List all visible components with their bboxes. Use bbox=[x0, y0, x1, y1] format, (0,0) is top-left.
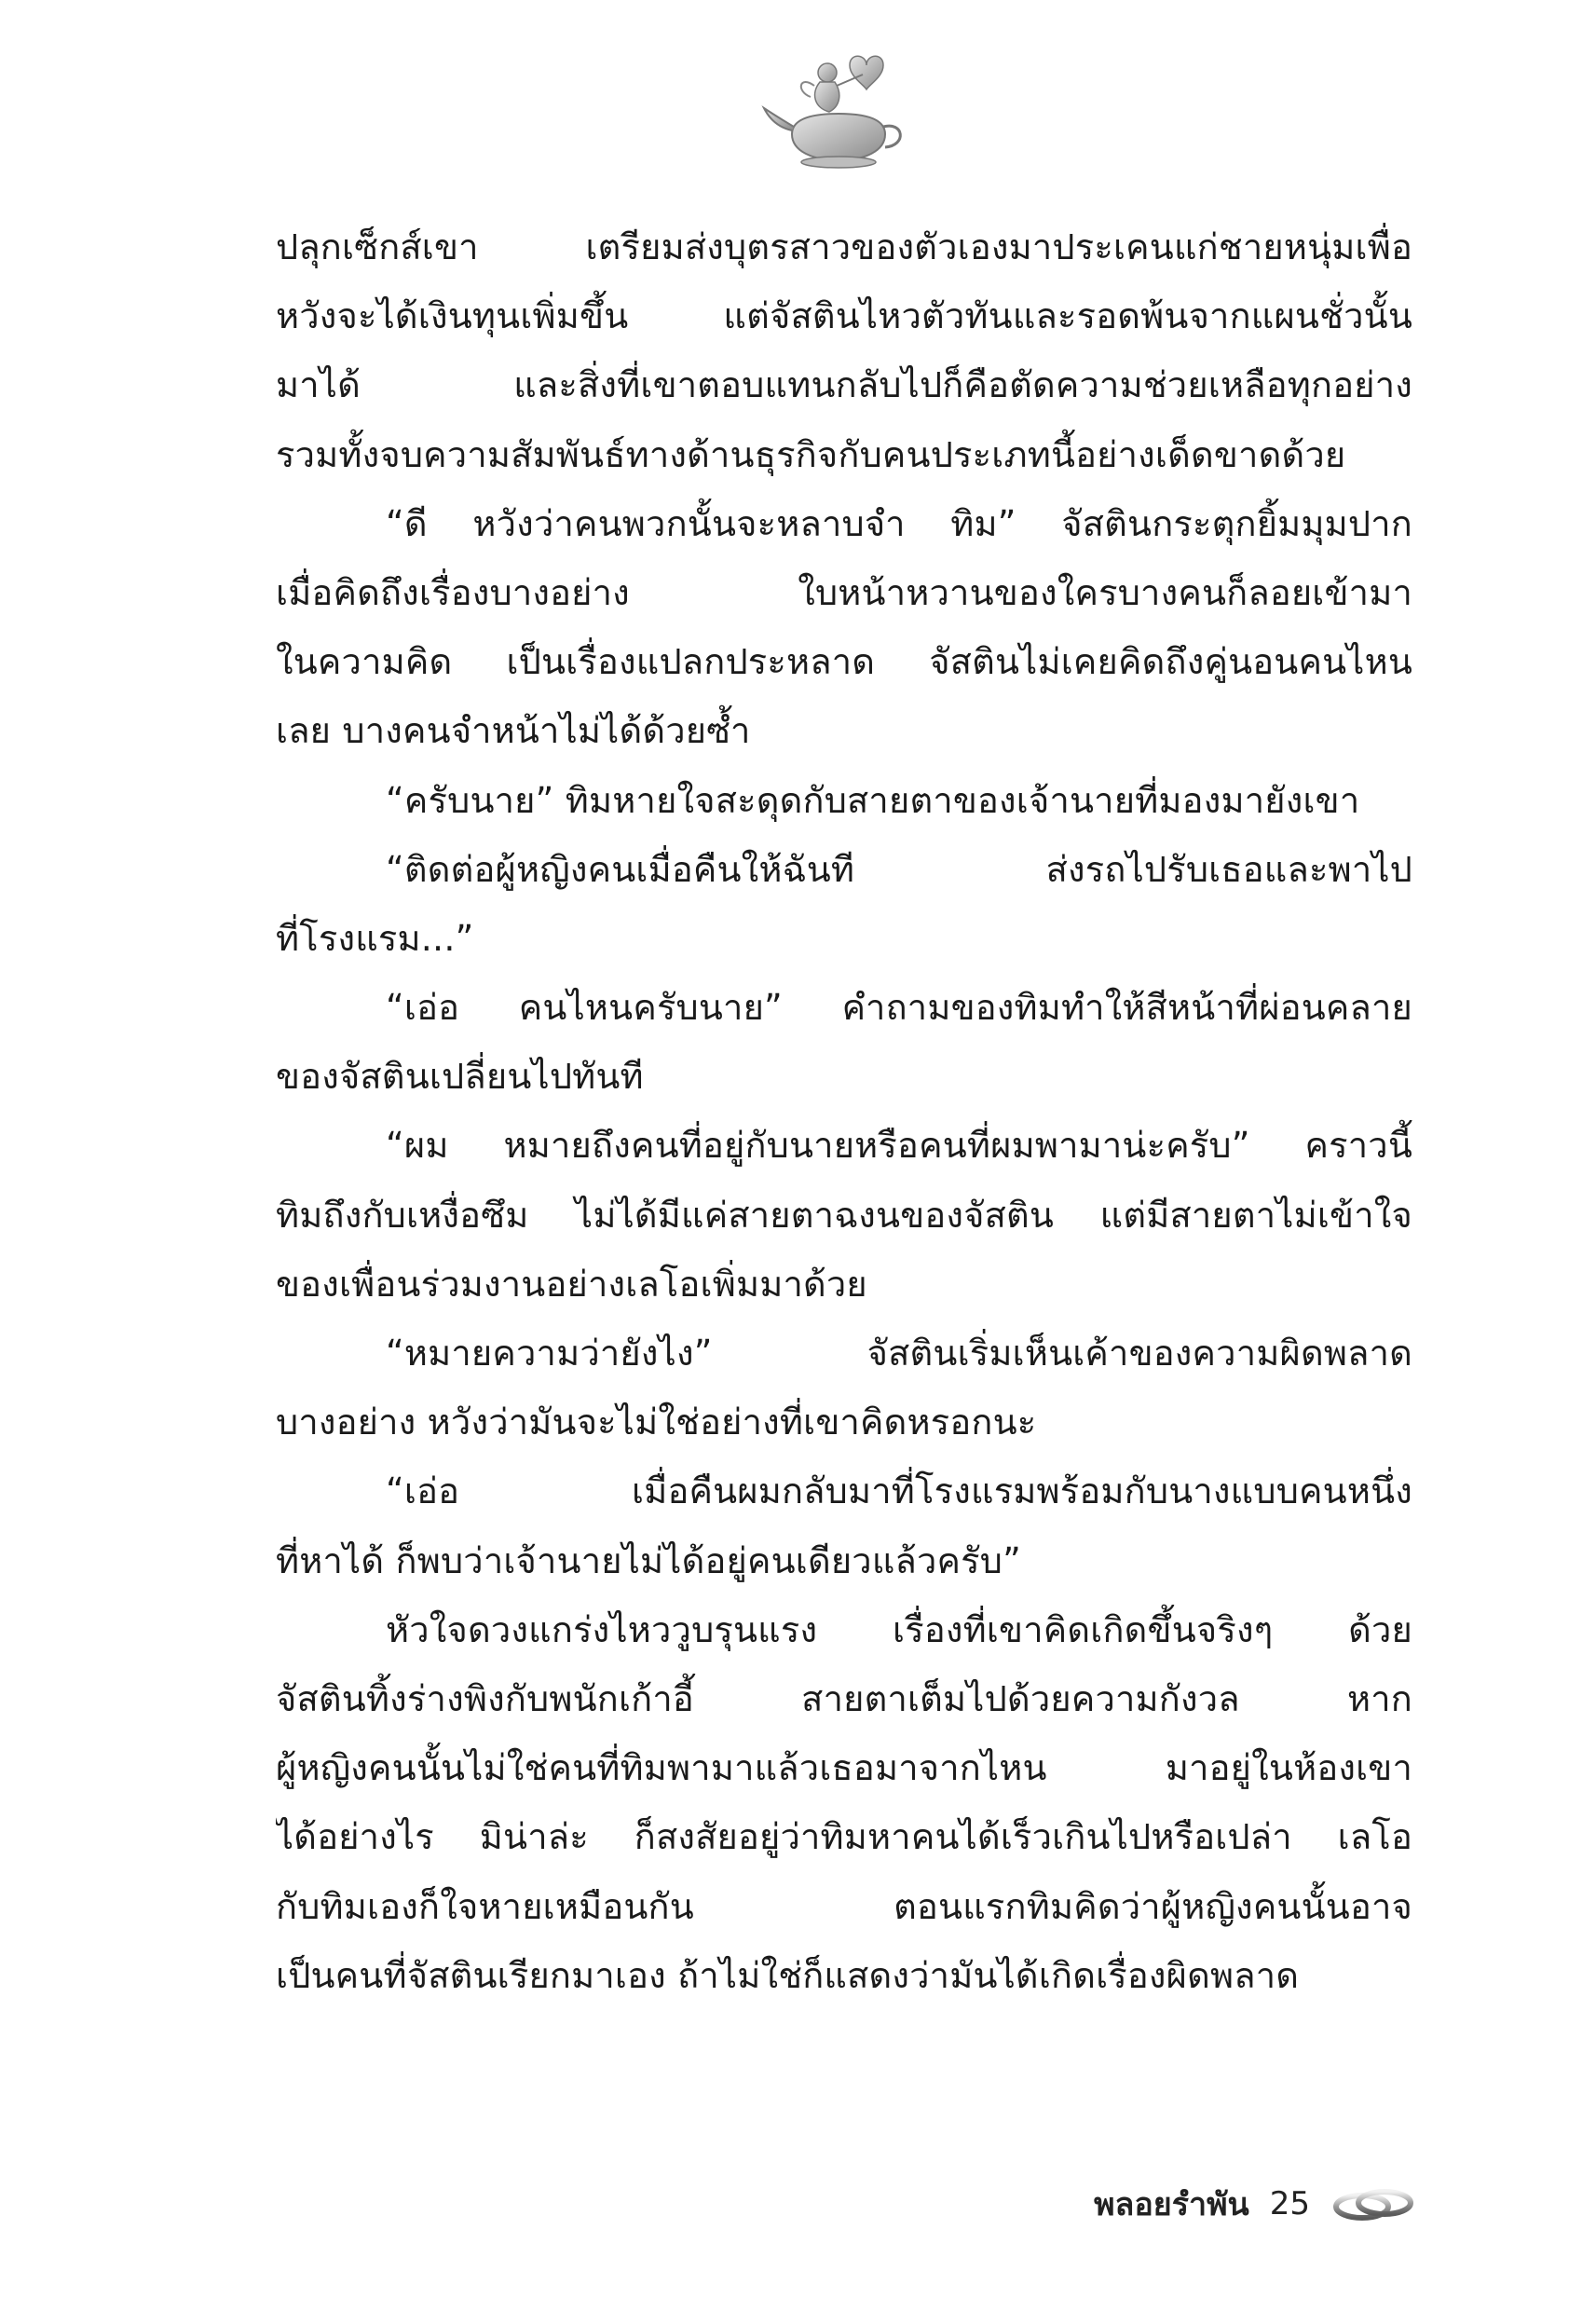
text-line: กับทิมเองก็ใจหายเหมือนกัน ตอนแรกทิมคิดว่าผู้หญิงคนนั้นอาจ bbox=[276, 1885, 1412, 1927]
text-line: รวมทั้งจบความสัมพันธ์ทางด้านธุรกิจกับคนประเภทนี้อย่างเด็ดขาดด้วย bbox=[276, 433, 1346, 475]
text-line: เมื่อคิดถึงเรื่องบางอย่าง ใบหน้าหวานของใครบางคนก็ลอยเข้ามา bbox=[276, 571, 1412, 613]
text-line: ผู้หญิงคนนั้นไม่ใช่คนที่ทิมพามาแล้วเธอมาจากไหน มาอยู่ในห้องเขา bbox=[276, 1747, 1412, 1789]
body-text bbox=[276, 212, 1412, 2010]
page-footer bbox=[932, 2171, 1416, 2236]
text-line: “ครับนาย” ทิมหายใจสะดุดกับสายตาของเจ้านายที่มองมายังเขา bbox=[386, 779, 1360, 821]
page-number: 25 bbox=[1269, 2185, 1310, 2222]
text-line: ทิมถึงกับเหงื่อซึม ไม่ได้มีแค่สายตาฉงนของจัสติน แต่มีสายตาไม่เข้าใจ bbox=[276, 1194, 1412, 1236]
text-line: ของจัสตินเปลี่ยนไปทันที bbox=[276, 1056, 644, 1098]
text-line: ที่โรงแรม...” bbox=[276, 917, 474, 959]
text-line: ของเพื่อนร่วมงานอย่างเลโอเพิ่มมาด้วย bbox=[276, 1263, 867, 1305]
text-line: ปลุกเซ็กส์เขา เตรียมส่งบุตรสาวของตัวเองมาประเคนแก่ชายหนุ่มเพื่อ bbox=[276, 226, 1412, 267]
text-line: หวังจะได้เงินทุนเพิ่มขึ้น แต่จัสตินไหวตัวทันและรอดพ้นจากแผนชั่วนั้น bbox=[276, 295, 1412, 337]
text-line: จัสตินทิ้งร่างพิงกับพนักเก้าอี้ สายตาเต็มไปด้วยความกังวล หาก bbox=[276, 1677, 1412, 1719]
text-line: มาได้ และสิ่งที่เขาตอบแทนกลับไปก็คือตัดความช่วยเหลือทุกอย่าง bbox=[276, 364, 1412, 406]
text-line: หัวใจดวงแกร่งไหววูบรุนแรง เรื่องที่เขาคิดเกิดขึ้นจริงๆ ด้วย bbox=[386, 1608, 1412, 1650]
cupid-teapot-ornament-icon bbox=[755, 37, 922, 177]
text-line: “เอ่อ คนไหนครับนาย” คำถามของทิมทำให้สีหน้าที่ผ่อนคลาย bbox=[386, 987, 1412, 1029]
text-line: “ดี หวังว่าคนพวกนั้นจะหลาบจำ ทิม” จัสตินกระตุกยิ้มมุมปาก bbox=[386, 502, 1412, 544]
book-title: พลอยรำพัน bbox=[1094, 2186, 1249, 2223]
text-line: ในความคิด เป็นเรื่องแปลกประหลาด จัสตินไม่เคยคิดถึงคู่นอนคนไหน bbox=[276, 641, 1412, 683]
text-line: “ผม หมายถึงคนที่อยู่กับนายหรือคนที่ผมพามาน่ะครับ” คราวนี้ bbox=[386, 1125, 1412, 1167]
text-line: เป็นคนที่จัสตินเรียกมาเอง ถ้าไม่ใช่ก็แสดงว่ามันได้เกิดเรื่องผิดพลาด bbox=[276, 1954, 1300, 1996]
text-line: ได้อย่างไร มิน่าล่ะ ก็สงสัยอยู่ว่าทิมหาคนได้เร็วเกินไปหรือเปล่า เลโอ bbox=[276, 1816, 1412, 1858]
text-line: บางอย่าง หวังว่ามันจะไม่ใช่อย่างที่เขาคิดหรอกนะ bbox=[276, 1402, 1037, 1443]
text-line: “เอ่อ เมื่อคืนผมกลับมาที่โรงแรมพร้อมกับนางแบบคนหนึ่ง bbox=[386, 1470, 1412, 1512]
rings-icon bbox=[1330, 2181, 1416, 2227]
text-line: เลย บางคนจำหน้าไม่ได้ด้วยซ้ำ bbox=[276, 710, 751, 752]
text-line: ที่หาได้ ก็พบว่าเจ้านายไม่ได้อยู่คนเดียวแล้วครับ” bbox=[276, 1539, 1021, 1581]
text-line: “ติดต่อผู้หญิงคนเมื่อคืนให้ฉันที ส่งรถไปรับเธอและพาไป bbox=[386, 848, 1412, 890]
text-line: “หมายความว่ายังไง” จัสตินเริ่มเห็นเค้าของความผิดพลาด bbox=[386, 1333, 1412, 1374]
